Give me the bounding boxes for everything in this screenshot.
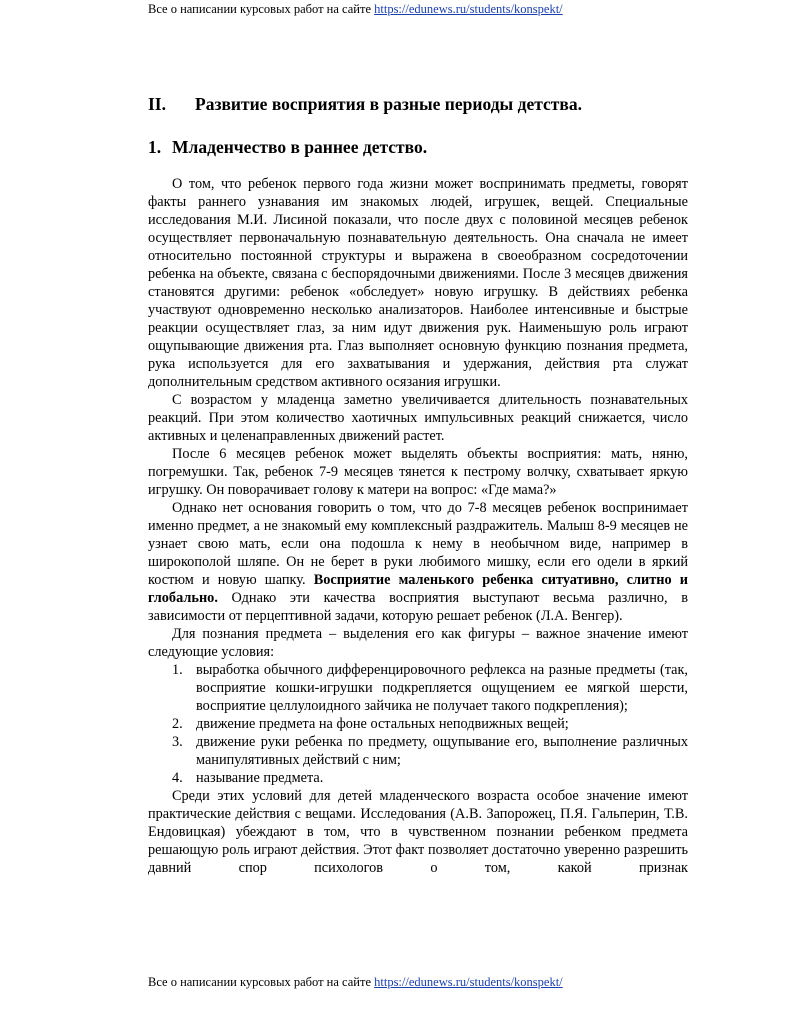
subsection-title: Младенчество в раннее детство. [172, 136, 428, 157]
paragraph-4 [148, 499, 688, 625]
closing-paragraph: Среди этих условий для детей младенческого возраста особое значение имеют практические действия с вещами. Исследования (А.В. Запорожец, П.Я. Гальперин, Т.В. Ендовицкая) убеждают в том, что в чувственном познании ребенком предмета решающую роль играют действия. Этот факт позволяет достаточно уверенно разрешить давний спор психологов о том, какой признак [148, 788, 688, 876]
paragraph-3: После 6 месяцев ребенок может выделять объекты восприятия: мать, няню, погремушки. Так, ребенок 7-9 месяцев тянется к пестрому волчку, схватывает яркую игрушку. Он поворачивает голову к матери на вопрос: «Где мама?» [148, 446, 688, 498]
list-item [148, 733, 688, 769]
section-title: Развитие восприятия в разные периоды детства. [195, 93, 582, 114]
list-item-text: называние предмета. [196, 770, 324, 786]
footer-link[interactable]: https://edunews.ru/students/konspekt/ [374, 975, 563, 989]
document-body [148, 92, 688, 877]
paragraph-2: С возрастом у младенца заметно увеличивается длительность познавательных реакций. При этом количество хаотичных импульсивных реакций снижается, число активных и целенаправленных движений растет. [148, 392, 688, 444]
conditions-list [148, 661, 688, 787]
section-heading [148, 92, 688, 116]
page-header [148, 2, 563, 17]
list-marker: 2. [172, 716, 183, 732]
header-text: Все о написании курсовых работ на сайте [148, 2, 375, 16]
list-item-text: выработка обычного дифференцировочного рефлекса на разные предметы (так, восприятие кошки-игрушки подкрепляется ощущением ее мягкой шерсти, восприятие целлулоидного зайчика не получает такого подкрепления); [196, 662, 688, 714]
list-marker: 1. [172, 662, 183, 678]
list-marker: 3. [172, 734, 183, 750]
section-number: II. [148, 93, 166, 114]
list-item-text: движение предмета на фоне остальных неподвижных вещей; [196, 716, 569, 732]
paragraph-4-text: Однако нет основания говорить о том, что до 7-8 месяцев ребенок воспринимает именно предмет, а не знакомый ему комплексный раздражитель. Малыш 8-9 месяцев не узнает свою мать, если она подошла к нему в необычном виде, например в широкополой шляпе. Он не берет в руки любимого мишку, если его одели в яркий костюм и новую шапку. [148, 500, 688, 588]
list-item-text: движение руки ребенка по предмету, ощупывание его, выполнение различных манипулятивных действий с ним; [196, 734, 688, 768]
list-item [148, 715, 688, 733]
list-item [148, 661, 688, 715]
subsection-number: 1. [148, 136, 162, 157]
body-text [148, 175, 688, 877]
list-intro: Для познания предмета – выделения его как фигуры – важное значение имеют следующие условия: [148, 626, 688, 660]
paragraph-1: О том, что ребенок первого года жизни может воспринимать предметы, говорят факты раннего узнавания им знакомых людей, игрушек, вещей. Специальные исследования М.И. Лисиной показали, что после двух с половиной месяцев ребенок осуществляет первоначальную познавательную деятельность. Она сначала не имеет относительно постоянной структуры и выражена в своеобразном сосредоточении ребенка на объекте, связана с беспорядочными движениями. После 3 месяцев движения становятся другими: ребенок «обследует» новую игрушку. В действиях ребенка участвуют одновременно несколько анализаторов. Наиболее интенсивные и быстрые реакции осуществляет глаз, за ним идут движения рук. Наименьшую роль играют ощупывающие движения рта. Глаз выполняет основную функцию познания предмета, рука используется для его захватывания и удержания, действия рта служат дополнительным средством активного осязания игрушки. [148, 176, 688, 390]
paragraph-4-emphasis: Восприятие маленького ребенка ситуативно, слитно и глобально. [148, 572, 688, 606]
subsection-heading [148, 135, 688, 159]
list-item [148, 769, 688, 787]
header-link[interactable]: https://edunews.ru/students/konspekt/ [374, 2, 563, 16]
page-footer [148, 975, 563, 990]
paragraph-4-continuation: Однако эти качества восприятия выступают весьма различно, в зависимости от перцептивной задачи, которую решает ребенок (Л.А. Венгер). [148, 590, 688, 624]
footer-text: Все о написании курсовых работ на сайте [148, 975, 375, 989]
list-marker: 4. [172, 770, 183, 786]
